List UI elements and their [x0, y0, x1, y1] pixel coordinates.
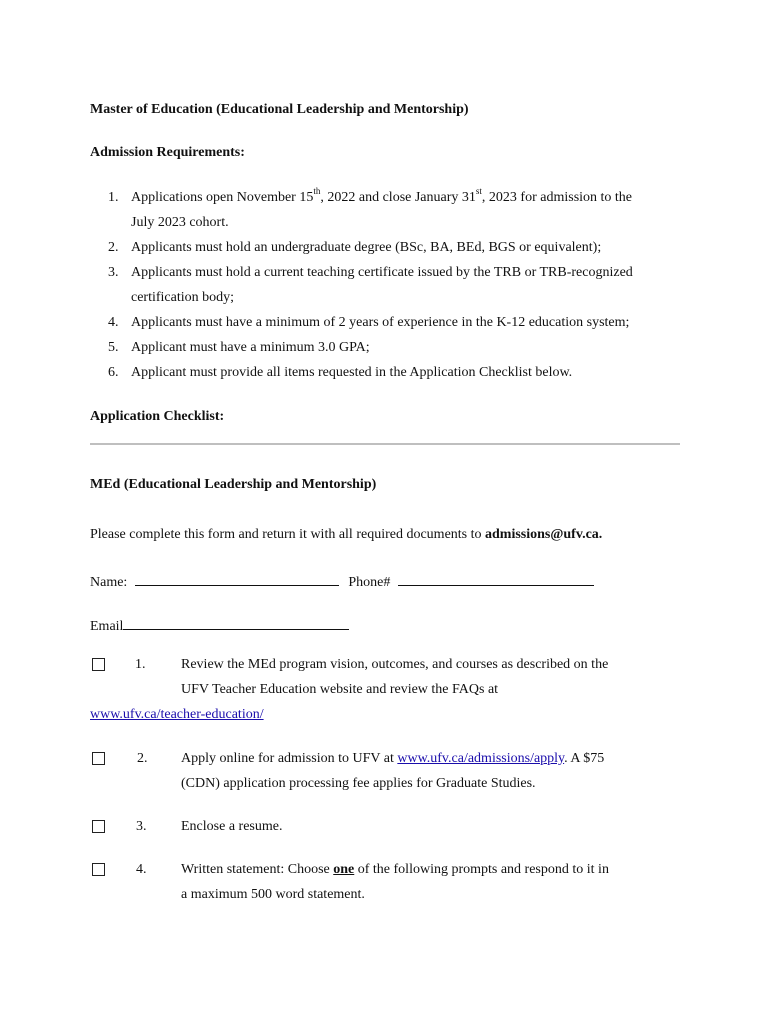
requirement-text: Applicants must hold a current teaching certificate issued by the TRB or TRB-recognized — [131, 265, 633, 280]
checklist-checkbox-2[interactable] — [92, 752, 105, 765]
requirement-item — [108, 310, 688, 335]
email-label: Email — [90, 619, 124, 634]
phone-label: Phone# — [348, 575, 391, 590]
requirement-text: Applicant must have a minimum 3.0 GPA; — [131, 340, 370, 355]
requirement-item — [108, 235, 688, 260]
ordinal-suffix: st — [475, 186, 482, 197]
requirement-text: , 2022 and close January 31 — [320, 190, 476, 205]
divider — [90, 443, 680, 445]
name-phone-row — [90, 571, 594, 591]
checklist-checkbox-1[interactable] — [92, 658, 105, 671]
requirements-list — [108, 185, 688, 385]
phone-field[interactable] — [398, 571, 594, 586]
requirement-item — [108, 335, 688, 360]
checklist-text: Apply online for admission to UFV at — [181, 751, 398, 766]
email-field[interactable] — [123, 615, 349, 630]
requirement-text: , 2023 for admission to the — [481, 190, 633, 205]
name-label: Name: — [90, 575, 128, 590]
checklist-checkbox-4[interactable] — [92, 863, 105, 876]
form-instructions — [90, 527, 602, 543]
requirement-text: Applications open November 15 — [131, 190, 314, 205]
checklist-number: 4. — [136, 862, 147, 877]
requirement-number: 2. — [108, 240, 119, 255]
checklist-text-continued: (CDN) application processing fee applies for Graduate Studies. — [181, 776, 536, 791]
checklist-text: of the following prompts and respond to it in — [354, 862, 609, 877]
requirement-item — [108, 360, 688, 385]
requirement-text: Applicants must hold an undergraduate degree (BSc, BA, BEd, BGS or equivalent); — [131, 240, 602, 255]
checklist-number: 2. — [137, 751, 148, 766]
checklist-item-1-text — [181, 652, 608, 702]
checklist-text: . A $75 — [564, 751, 605, 766]
name-field[interactable] — [135, 571, 339, 586]
requirement-number: 5. — [108, 340, 119, 355]
requirement-number: 4. — [108, 315, 119, 330]
checklist-number: 1. — [135, 657, 146, 672]
email-row — [90, 615, 349, 635]
requirement-item — [108, 260, 688, 310]
application-checklist-heading: Application Checklist: — [90, 409, 225, 424]
requirement-text-continued: July 2023 cohort. — [131, 215, 229, 230]
admissions-apply-link[interactable]: www.ufv.ca/admissions/apply — [397, 751, 565, 766]
requirement-item — [108, 185, 688, 235]
admissions-email: admissions@ufv.ca. — [485, 527, 603, 542]
checklist-item-3-text: Enclose a resume. — [181, 819, 283, 834]
emphasis-one: one — [333, 862, 355, 877]
checklist-text: Written statement: Choose — [181, 862, 334, 877]
checklist-text-continued: a maximum 500 word statement. — [181, 887, 365, 902]
form-title: MEd (Educational Leadership and Mentorship) — [90, 477, 377, 492]
requirement-number: 1. — [108, 190, 119, 205]
checklist-text-continued: UFV Teacher Education website and review the FAQs at — [181, 682, 499, 697]
requirement-text: Applicants must have a minimum of 2 years of experience in the K-12 education system; — [131, 315, 630, 330]
checklist-number: 3. — [136, 819, 147, 834]
requirement-number: 3. — [108, 265, 119, 280]
requirement-number: 6. — [108, 365, 119, 380]
instructions-text: Please complete this form and return it with all required documents to — [90, 527, 486, 542]
teacher-education-link[interactable]: www.ufv.ca/teacher-education/ — [90, 707, 264, 722]
document-title: Master of Education (Educational Leadership and Mentorship) — [90, 102, 469, 117]
checklist-item-2-text — [181, 746, 604, 796]
checklist-text: Review the MEd program vision, outcomes, and courses as described on the — [181, 657, 609, 672]
checklist-checkbox-3[interactable] — [92, 820, 105, 833]
requirement-text: Applicant must provide all items requested in the Application Checklist below. — [131, 365, 573, 380]
admission-requirements-heading: Admission Requirements: — [90, 145, 245, 160]
ordinal-suffix: th — [313, 186, 321, 197]
checklist-item-4-text — [181, 857, 609, 907]
requirement-text-continued: certification body; — [131, 290, 235, 305]
